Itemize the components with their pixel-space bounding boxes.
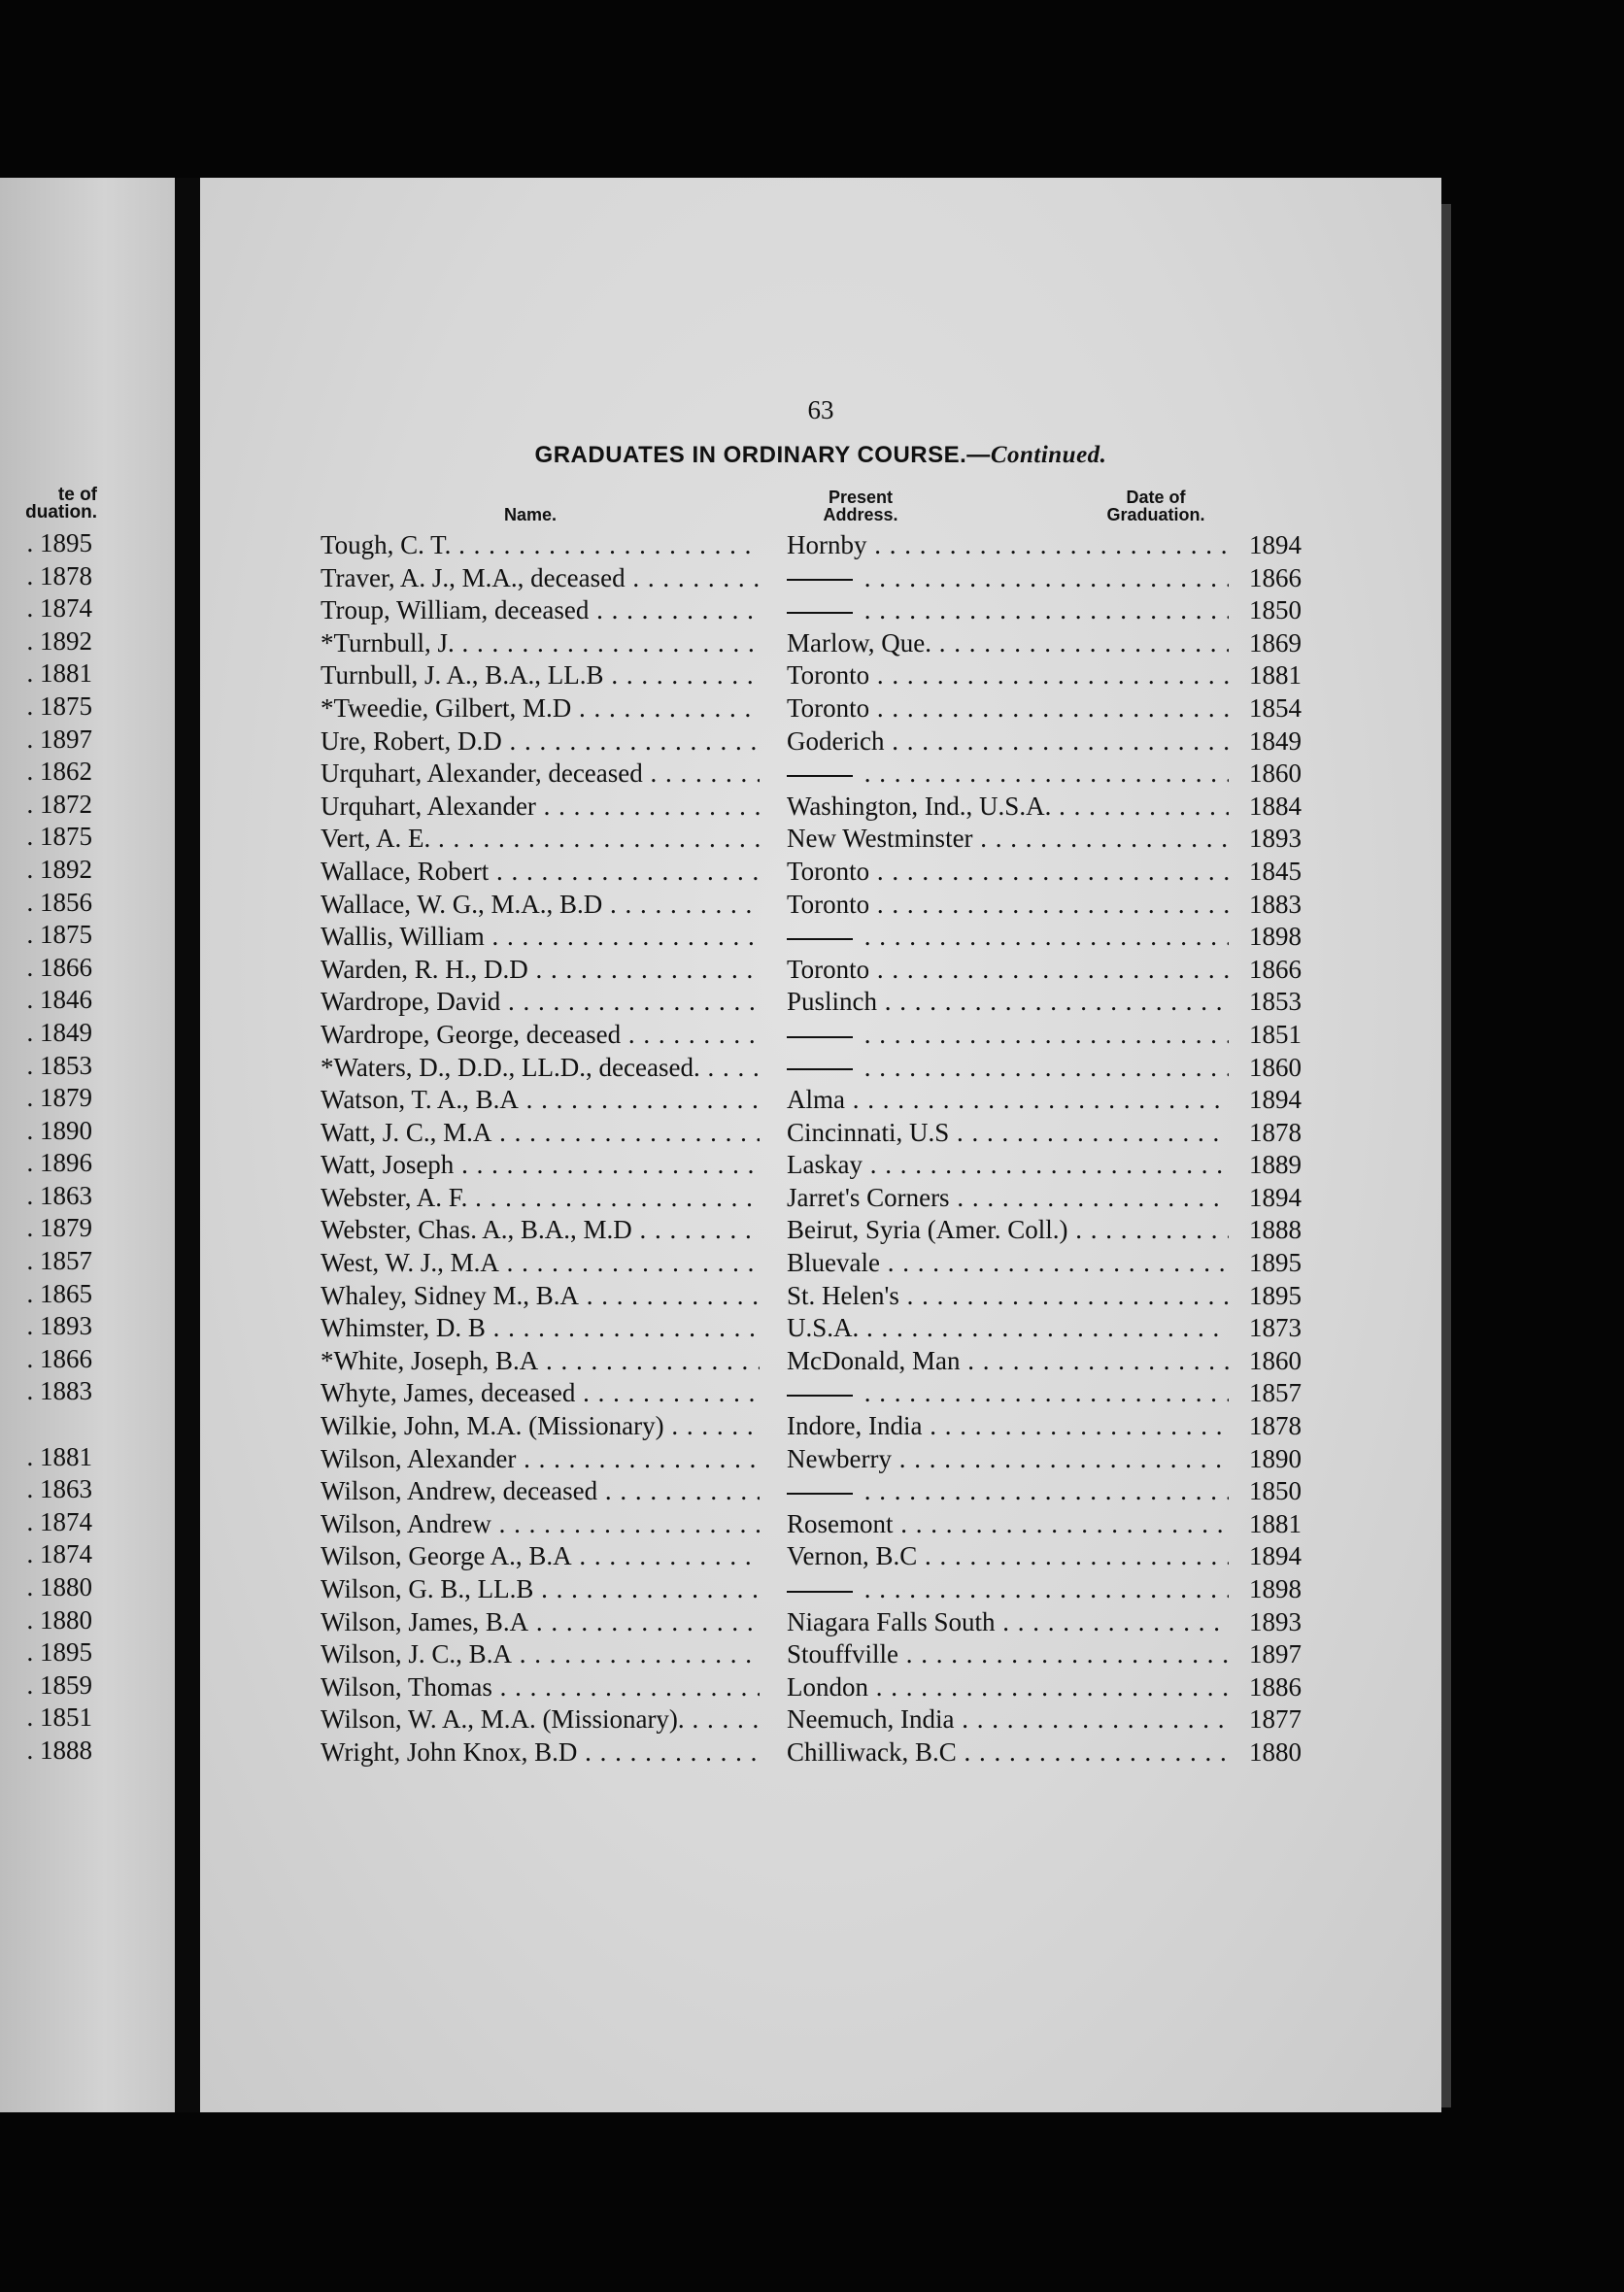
graduate-row xyxy=(321,954,1331,987)
page-edge-shadow xyxy=(1441,204,1451,2107)
graduate-address: New Westminster . . . xyxy=(787,823,1229,856)
left-year-entry: . 1881 xyxy=(26,1441,92,1471)
graduate-address: Goderich . . . xyxy=(787,725,1229,758)
graduate-address xyxy=(787,1052,1229,1085)
graduation-year: 1878 xyxy=(1249,1117,1302,1147)
ditto-dash xyxy=(787,1036,853,1038)
graduate-row xyxy=(321,889,1331,922)
graduate-name: Wallace, Robert . . . xyxy=(321,856,760,889)
left-year-entry: . 1895 xyxy=(26,1637,92,1668)
graduation-year: 1889 xyxy=(1249,1150,1302,1180)
left-header-line2: duation. xyxy=(25,502,97,522)
left-year-entry: . 1879 xyxy=(26,1083,92,1113)
graduate-row xyxy=(321,1410,1331,1443)
graduate-address: Toronto . . . xyxy=(787,659,1229,692)
graduate-name: Vert, A. E. . . . xyxy=(321,823,760,856)
graduate-address: Neemuch, India . . . xyxy=(787,1703,1229,1736)
graduate-row xyxy=(321,659,1331,692)
graduation-year: 1873 xyxy=(1249,1313,1302,1343)
column-header-name: Name. xyxy=(503,505,558,524)
graduate-row xyxy=(321,1149,1331,1182)
graduate-name: Troup, William, deceased . . . xyxy=(321,594,760,627)
left-year-entry: . 1890 xyxy=(26,1115,92,1145)
graduate-address: Laskay . . . xyxy=(787,1149,1229,1182)
graduate-address: Hornby . . . xyxy=(787,529,1229,562)
graduation-year: 1850 xyxy=(1249,595,1302,625)
graduation-year: 1845 xyxy=(1249,856,1302,886)
left-year-entry: . 1892 xyxy=(26,625,92,656)
graduate-address xyxy=(787,562,1229,595)
graduation-year: 1866 xyxy=(1249,562,1302,592)
graduate-address: Bluevale . . . xyxy=(787,1247,1229,1280)
graduate-row xyxy=(321,823,1331,856)
graduate-address: Cincinnati, U.S . . . xyxy=(787,1117,1229,1150)
graduate-address: Toronto . . . xyxy=(787,692,1229,725)
left-year-entry: . 1880 xyxy=(26,1572,92,1601)
graduate-name: Wallace, W. G., M.A., B.D . . . xyxy=(321,889,760,922)
graduate-name: Wilson, G. B., LL.B . . . xyxy=(321,1573,760,1606)
left-year-entry: . 1865 xyxy=(26,1278,92,1308)
graduate-row xyxy=(321,1019,1331,1052)
graduation-year: 1893 xyxy=(1249,1606,1302,1636)
graduate-row xyxy=(321,1573,1331,1606)
graduation-year: 1895 xyxy=(1249,1280,1302,1310)
graduate-name: *Tweedie, Gilbert, M.D . . . xyxy=(321,692,760,725)
graduate-name: Whimster, D. B . . . xyxy=(321,1312,760,1345)
graduate-row xyxy=(321,725,1331,758)
graduation-year: 1860 xyxy=(1249,1345,1302,1375)
left-year-entry: . 1863 xyxy=(26,1474,92,1504)
graduation-year: 1884 xyxy=(1249,791,1302,821)
graduate-address: Indore, India . . . xyxy=(787,1410,1229,1443)
graduation-year: 1897 xyxy=(1249,1639,1302,1669)
graduate-name: *White, Joseph, B.A . . . xyxy=(321,1345,760,1378)
graduate-name: *Waters, D., D.D., LL.D., deceased. . . . xyxy=(321,1052,760,1085)
graduate-row xyxy=(321,1312,1331,1345)
graduation-year: 1869 xyxy=(1249,627,1302,657)
graduate-name: Wilkie, John, M.A. (Missionary) . . . xyxy=(321,1410,760,1443)
graduate-name: *Turnbull, J. . . . xyxy=(321,627,760,660)
graduation-year: 1860 xyxy=(1249,1052,1302,1082)
graduation-year: 1890 xyxy=(1249,1443,1302,1473)
left-year-entry: . 1892 xyxy=(26,854,92,884)
graduate-name: Wilson, James, B.A . . . xyxy=(321,1606,760,1639)
graduate-name: Urquhart, Alexander . . . xyxy=(321,791,760,824)
left-header-line1: te of xyxy=(57,485,97,505)
graduation-year: 1857 xyxy=(1249,1378,1302,1408)
column-header-address xyxy=(783,489,938,523)
left-year-entry: . 1859 xyxy=(26,1669,92,1700)
graduate-row xyxy=(321,1736,1331,1770)
graduate-row xyxy=(321,1084,1331,1117)
left-year-entry: . 1872 xyxy=(26,789,92,819)
left-year-entry: . 1883 xyxy=(26,1376,92,1406)
graduate-name: Wilson, Andrew, deceased . . . xyxy=(321,1475,760,1508)
graduate-name: Wilson, George A., B.A . . . xyxy=(321,1540,760,1573)
graduation-year: 1894 xyxy=(1249,1541,1302,1571)
graduate-address: Vernon, B.C . . . xyxy=(787,1540,1229,1573)
graduate-name: Wardrope, George, deceased . . . xyxy=(321,1019,760,1052)
graduate-row xyxy=(321,1117,1331,1150)
graduate-name: Ure, Robert, D.D . . . xyxy=(321,725,760,758)
graduate-name: Watt, J. C., M.A . . . xyxy=(321,1117,760,1150)
ditto-dash xyxy=(787,775,853,777)
graduate-row xyxy=(321,1475,1331,1508)
graduation-year: 1888 xyxy=(1249,1215,1302,1245)
graduation-year: 1895 xyxy=(1249,1248,1302,1278)
left-year-entry: . 1875 xyxy=(26,691,92,721)
left-year-entry: . 1866 xyxy=(26,1343,92,1373)
graduate-address: Beirut, Syria (Amer. Coll.) . . . xyxy=(787,1214,1229,1247)
graduate-name: Wilson, Alexander . . . xyxy=(321,1443,760,1476)
graduate-address: Toronto . . . xyxy=(787,856,1229,889)
address-header-line1: Present xyxy=(828,488,894,507)
graduate-name: Wilson, Andrew . . . xyxy=(321,1508,760,1541)
graduates-list xyxy=(321,529,1331,1770)
graduation-year: 1886 xyxy=(1249,1671,1302,1702)
graduate-name: Turnbull, J. A., B.A., LL.B . . . xyxy=(321,659,760,692)
graduate-row xyxy=(321,1052,1331,1085)
graduate-address: Rosemont . . . xyxy=(787,1508,1229,1541)
date-header-line1: Date of xyxy=(1126,488,1186,507)
graduation-year: 1894 xyxy=(1249,1085,1302,1115)
left-date-column-header xyxy=(0,487,97,522)
left-year-entry xyxy=(0,1408,92,1441)
graduate-row xyxy=(321,1443,1331,1476)
graduate-row xyxy=(321,1606,1331,1639)
left-year-entry: . 1866 xyxy=(26,952,92,982)
graduation-year: 1898 xyxy=(1249,922,1302,952)
graduate-row xyxy=(321,1280,1331,1313)
graduate-address xyxy=(787,1377,1229,1410)
left-year-entry: . 1881 xyxy=(26,658,92,689)
graduation-year: 1866 xyxy=(1249,954,1302,984)
left-year-entry: . 1895 xyxy=(26,528,92,557)
graduate-address: McDonald, Man . . . xyxy=(787,1345,1229,1378)
graduate-row xyxy=(321,627,1331,660)
graduate-name: West, W. J., M.A . . . xyxy=(321,1247,760,1280)
graduation-year: 1894 xyxy=(1249,530,1302,559)
graduate-row xyxy=(321,986,1331,1019)
graduate-address: Washington, Ind., U.S.A. . . . xyxy=(787,791,1229,824)
graduate-address xyxy=(787,1019,1229,1052)
ditto-dash xyxy=(787,579,853,581)
graduation-year: 1878 xyxy=(1249,1411,1302,1441)
graduate-name: Wright, John Knox, B.D . . . xyxy=(321,1736,760,1770)
graduate-address xyxy=(787,758,1229,791)
left-year-entry: . 1875 xyxy=(26,920,92,950)
graduate-row xyxy=(321,856,1331,889)
graduate-address: Newberry . . . xyxy=(787,1443,1229,1476)
left-years-list xyxy=(0,527,92,1768)
graduate-row xyxy=(321,1508,1331,1541)
ditto-dash xyxy=(787,1493,853,1495)
left-year-entry: . 1851 xyxy=(26,1702,92,1733)
graduate-row xyxy=(321,692,1331,725)
graduate-address xyxy=(787,594,1229,627)
left-year-entry: . 1856 xyxy=(26,887,92,917)
graduate-row xyxy=(321,1703,1331,1736)
left-year-entry: . 1896 xyxy=(26,1148,92,1178)
graduate-name: Wardrope, David . . . xyxy=(321,986,760,1019)
graduate-address: Marlow, Que. . . . xyxy=(787,627,1229,660)
left-year-entry: . 1893 xyxy=(26,1311,92,1341)
graduate-row xyxy=(321,529,1331,562)
graduate-name: Watson, T. A., B.A . . . xyxy=(321,1084,760,1117)
graduation-year: 1894 xyxy=(1249,1182,1302,1212)
page-number: 63 xyxy=(807,395,834,424)
graduate-row xyxy=(321,1377,1331,1410)
graduate-address: London . . . xyxy=(787,1671,1229,1704)
left-year-entry: . 1874 xyxy=(26,593,92,624)
graduate-name: Whaley, Sidney M., B.A . . . xyxy=(321,1280,760,1313)
left-year-entry: . 1862 xyxy=(26,757,92,787)
graduate-name: Webster, A. F. . . . xyxy=(321,1182,760,1215)
ditto-dash xyxy=(787,1068,853,1070)
heading-main: GRADUATES IN ORDINARY COURSE.— xyxy=(534,442,991,468)
graduate-name: Whyte, James, deceased . . . xyxy=(321,1377,760,1410)
left-year-entry: . 1857 xyxy=(26,1246,92,1276)
graduate-name: Traver, A. J., M.A., deceased . . . xyxy=(321,562,760,595)
graduate-row xyxy=(321,1540,1331,1573)
graduate-address: Niagara Falls South . . . xyxy=(787,1606,1229,1639)
ditto-dash xyxy=(787,1591,853,1593)
graduate-address: Alma . . . xyxy=(787,1084,1229,1117)
graduate-address: Jarret's Corners . . . xyxy=(787,1182,1229,1215)
graduate-address: U.S.A. . . . xyxy=(787,1312,1229,1345)
left-year-entry: . 1878 xyxy=(26,560,92,590)
graduate-row xyxy=(321,594,1331,627)
left-year-entry: . 1846 xyxy=(26,985,92,1015)
left-year-entry: . 1874 xyxy=(26,1539,92,1569)
heading-continued: Continued. xyxy=(990,442,1107,468)
graduate-name: Wilson, W. A., M.A. (Missionary). . . . xyxy=(321,1703,760,1736)
graduation-year: 1877 xyxy=(1249,1704,1302,1735)
page-heading xyxy=(200,442,1441,469)
graduate-name: Wilson, J. C., B.A . . . xyxy=(321,1638,760,1671)
left-year-entry: . 1880 xyxy=(26,1604,92,1635)
graduation-year: 1853 xyxy=(1249,987,1302,1017)
graduate-row xyxy=(321,562,1331,595)
graduate-row xyxy=(321,921,1331,954)
column-header-date xyxy=(1078,489,1234,523)
graduation-year: 1893 xyxy=(1249,824,1302,854)
left-year-entry: . 1879 xyxy=(26,1213,92,1243)
graduation-year: 1849 xyxy=(1249,725,1302,756)
graduation-year: 1898 xyxy=(1249,1574,1302,1603)
graduate-row xyxy=(321,1671,1331,1704)
graduate-address xyxy=(787,1475,1229,1508)
graduate-address: Puslinch . . . xyxy=(787,986,1229,1019)
graduate-row xyxy=(321,1345,1331,1378)
graduate-name: Urquhart, Alexander, deceased . . . xyxy=(321,758,760,791)
graduate-name: Wilson, Thomas . . . xyxy=(321,1671,760,1704)
graduate-name: Watt, Joseph . . . xyxy=(321,1149,760,1182)
left-year-entry: . 1853 xyxy=(26,1050,92,1080)
graduate-address: St. Helen's . . . xyxy=(787,1280,1229,1313)
left-year-entry: . 1897 xyxy=(26,724,92,754)
graduation-year: 1881 xyxy=(1249,660,1302,691)
graduate-row xyxy=(321,1214,1331,1247)
graduate-name: Warden, R. H., D.D . . . xyxy=(321,954,760,987)
left-year-entry: . 1888 xyxy=(26,1735,92,1765)
graduate-address: Chilliwack, B.C . . . xyxy=(787,1736,1229,1770)
left-year-entry: . 1863 xyxy=(26,1180,92,1210)
graduation-year: 1881 xyxy=(1249,1508,1302,1538)
graduation-year: 1851 xyxy=(1249,1019,1302,1049)
graduate-row xyxy=(321,1247,1331,1280)
left-page-fragment xyxy=(0,178,175,2112)
graduate-address: Stouffville . . . xyxy=(787,1638,1229,1671)
graduation-year: 1883 xyxy=(1249,889,1302,919)
ditto-dash xyxy=(787,1395,853,1397)
graduate-row xyxy=(321,758,1331,791)
graduate-address xyxy=(787,921,1229,954)
graduation-year: 1854 xyxy=(1249,692,1302,723)
left-year-entry: . 1874 xyxy=(26,1506,92,1536)
graduation-year: 1880 xyxy=(1249,1736,1302,1767)
graduation-year: 1860 xyxy=(1249,758,1302,789)
graduate-name: Wallis, William . . . xyxy=(321,921,760,954)
ditto-dash xyxy=(787,612,853,614)
left-year-entry: . 1875 xyxy=(26,822,92,852)
address-header-line2: Address. xyxy=(823,505,898,524)
book-gutter xyxy=(175,178,200,2112)
graduate-name: Webster, Chas. A., B.A., M.D . . . xyxy=(321,1214,760,1247)
left-year-entry: . 1849 xyxy=(26,1017,92,1047)
ditto-dash xyxy=(787,938,853,940)
graduate-row xyxy=(321,1638,1331,1671)
graduate-address: Toronto . . . xyxy=(787,889,1229,922)
graduate-row xyxy=(321,791,1331,824)
date-header-line2: Graduation. xyxy=(1106,505,1205,524)
main-page xyxy=(200,178,1441,2112)
graduate-address xyxy=(787,1573,1229,1606)
graduate-name: Tough, C. T. . . . xyxy=(321,529,760,562)
graduation-year: 1850 xyxy=(1249,1476,1302,1506)
graduate-row xyxy=(321,1182,1331,1215)
graduate-address: Toronto . . . xyxy=(787,954,1229,987)
